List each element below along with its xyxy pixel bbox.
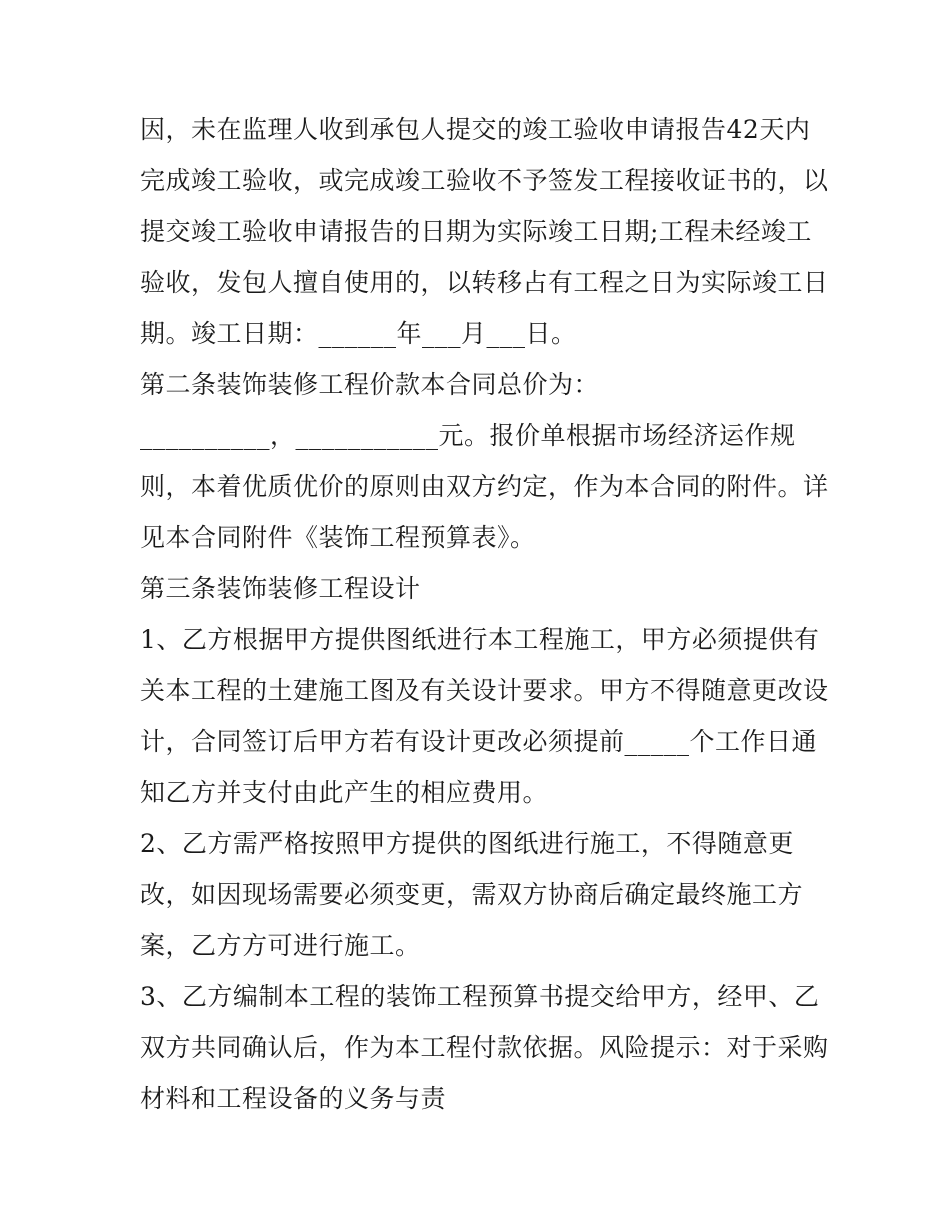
text-line: 知乙方并支付由此产生的相应费用。 — [140, 778, 549, 807]
text-line: 材料和工程设备的义务与责 — [140, 1084, 447, 1113]
section-heading: 第二条装饰装修工程价款本合同总价为： — [140, 370, 600, 399]
section-heading: 第三条装饰装修工程设计 — [140, 574, 421, 603]
text-line: 3、乙方编制本工程的装饰工程预算书提交给甲方，经甲、乙 — [140, 982, 820, 1011]
text-line: 因，未在监理人收到承包人提交的竣工验收申请报告42天内 — [140, 115, 811, 144]
text-line: 期。竣工日期：______年___月___日。 — [140, 319, 577, 348]
text-line: __________，___________元。报价单根据市场经济运作规 — [140, 421, 796, 450]
text-line: 2、乙方需严格按照甲方提供的图纸进行施工，不得随意更 — [140, 829, 794, 858]
text-line: 验收，发包人擅自使用的，以转移占有工程之日为实际竣工日 — [140, 268, 829, 297]
text-line: 则，本着优质优价的原则由双方约定，作为本合同的附件。详 — [140, 472, 829, 501]
text-line: 案，乙方方可进行施工。 — [140, 931, 421, 960]
text-line: 提交竣工验收申请报告的日期为实际竣工日期;工程未经竣工 — [140, 217, 812, 246]
text-line: 计，合同签订后甲方若有设计更改必须提前_____个工作日通 — [140, 727, 818, 756]
text-line: 改，如因现场需要必须变更，需双方协商后确定最终施工方 — [140, 880, 804, 909]
text-line: 1、乙方根据甲方提供图纸进行本工程施工，甲方必须提供有 — [140, 625, 820, 654]
text-line: 双方共同确认后，作为本工程付款依据。风险提示：对于采购 — [140, 1033, 829, 1062]
text-line: 见本合同附件《装饰工程预算表》。 — [140, 523, 536, 552]
text-line: 完成竣工验收，或完成竣工验收不予签发工程接收证书的，以 — [140, 166, 829, 195]
text-line: 关本工程的土建施工图及有关设计要求。甲方不得随意更改设 — [140, 676, 829, 705]
